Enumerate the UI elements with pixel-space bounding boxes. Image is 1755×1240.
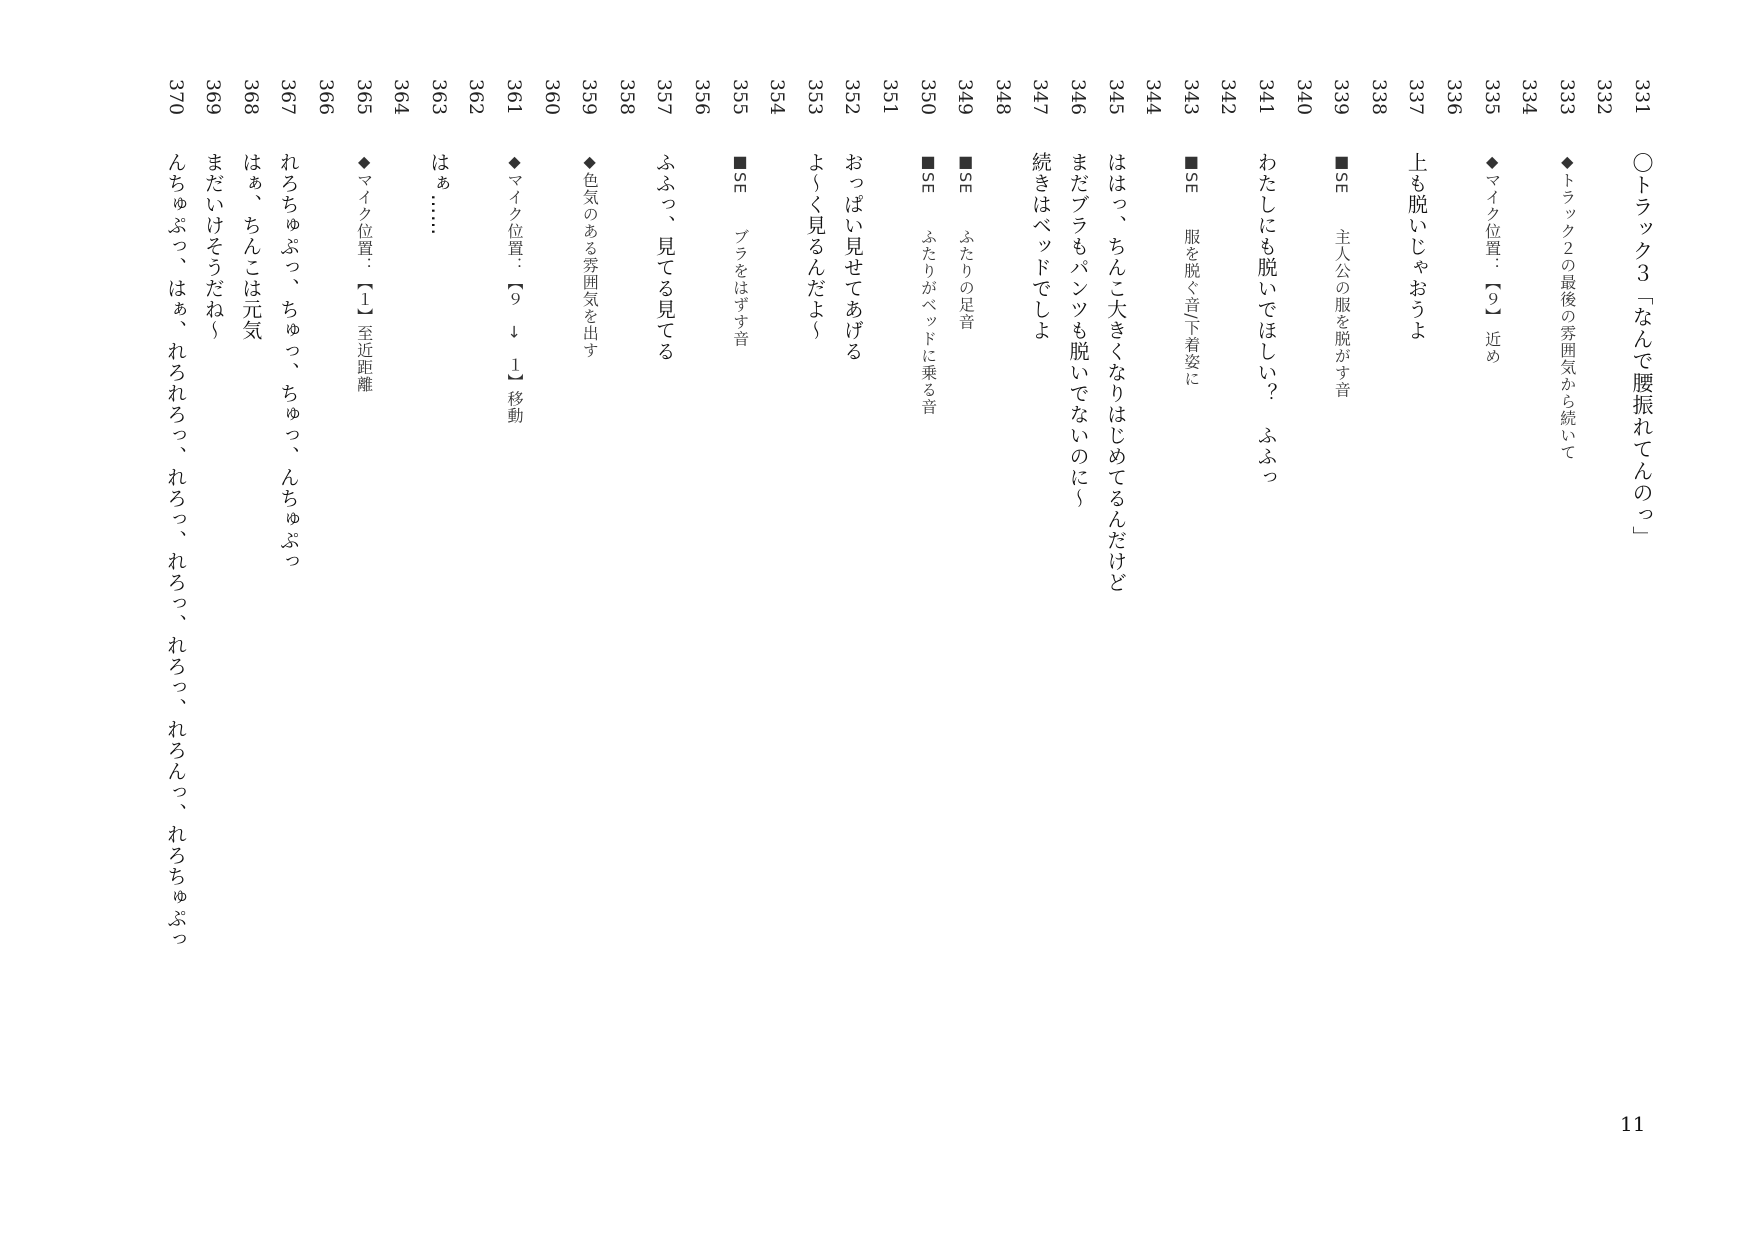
script-line xyxy=(761,76,793,1076)
script-line xyxy=(1100,76,1132,1076)
line-number: 341 xyxy=(1255,78,1277,116)
script-line xyxy=(460,76,492,1076)
line-number: 351 xyxy=(879,78,901,116)
script-line xyxy=(1250,76,1282,1076)
line-text-note: ◆マイク位置：【９】 近め xyxy=(1482,152,1502,366)
script-line xyxy=(1476,76,1508,1076)
line-number: 354 xyxy=(766,78,789,116)
script-line xyxy=(310,76,342,1076)
line-number: 363 xyxy=(427,78,450,116)
script-line xyxy=(1588,76,1620,1076)
script-line xyxy=(799,76,831,1076)
line-number: 362 xyxy=(465,78,488,116)
line-number: 370 xyxy=(164,78,187,116)
line-number: 369 xyxy=(202,78,225,116)
script-line xyxy=(1363,76,1395,1076)
script-line xyxy=(874,76,906,1076)
script-line xyxy=(1551,76,1583,1076)
line-number: 348 xyxy=(991,78,1014,116)
script-line xyxy=(1513,76,1545,1076)
line-number: 364 xyxy=(390,78,413,116)
script-line xyxy=(1024,76,1056,1076)
script-line xyxy=(686,76,718,1076)
line-number: 331 xyxy=(1631,78,1653,116)
line-text-se: ■SE ふたりの足音 xyxy=(956,152,976,331)
line-text-dialogue: はぁ…… xyxy=(426,152,451,236)
line-text-dialogue: よ～く見るんだよ～ xyxy=(802,152,827,341)
script-line xyxy=(912,76,944,1076)
line-text-se: ■SE ふたりがベッドに乗る音 xyxy=(918,152,938,416)
line-text-se: ■SE ブラをはずす音 xyxy=(730,152,750,348)
line-text-dialogue: んちゅぷっ、はぁ、れろれろっ、れろっ、れろっ、れろっ、れろんっ、れろちゅぷっ xyxy=(163,152,188,950)
line-text-dialogue: おっぱい見せてあげる xyxy=(840,152,865,362)
script-line xyxy=(272,76,304,1076)
line-number: 349 xyxy=(954,78,977,116)
script-line xyxy=(1062,76,1094,1076)
script-line xyxy=(724,76,756,1076)
script-line xyxy=(498,76,530,1076)
line-number: 337 xyxy=(1405,78,1428,116)
script-line xyxy=(987,76,1019,1076)
script-line xyxy=(235,76,267,1076)
line-number: 356 xyxy=(691,78,713,116)
line-number: 355 xyxy=(728,78,751,116)
line-number: 350 xyxy=(916,78,939,116)
line-number: 343 xyxy=(1179,78,1202,116)
line-number: 367 xyxy=(277,78,300,116)
line-number: 368 xyxy=(239,78,262,116)
line-text-se: ■SE 服を脱ぐ音/下着姿に xyxy=(1181,152,1201,388)
line-number: 353 xyxy=(803,78,826,116)
line-text-note: ◆マイク位置：【９ → １】移動 xyxy=(505,152,524,425)
line-number: 344 xyxy=(1142,78,1165,116)
line-text-note: ◆トラック２の最後の雰囲気から続いて xyxy=(1557,152,1577,461)
line-text-note: ◆色気のある雰囲気を出す xyxy=(580,152,600,359)
script-line xyxy=(536,76,568,1076)
line-text-dialogue: わたしにも脱いでほしい？ ふふっ xyxy=(1254,152,1278,488)
line-number: 360 xyxy=(540,78,563,116)
line-number: 342 xyxy=(1217,78,1240,116)
line-number: 345 xyxy=(1104,78,1127,116)
line-number: 332 xyxy=(1593,78,1616,116)
line-text-dialogue: ふふっ、見てる見てる xyxy=(652,152,677,362)
script-line xyxy=(648,76,680,1076)
line-number: 346 xyxy=(1067,78,1089,116)
line-number: 357 xyxy=(653,78,676,116)
line-number: 336 xyxy=(1443,78,1465,116)
script-line xyxy=(573,76,605,1076)
line-text-dialogue: ははっ、ちんこ大きくなりはじめてるんだけど xyxy=(1103,152,1128,593)
line-number: 365 xyxy=(352,78,375,116)
page-number: 11 xyxy=(1620,1112,1646,1136)
script-line xyxy=(348,76,380,1076)
line-text-dialogue: 続きはベッドでしよ xyxy=(1028,152,1053,341)
line-number: 352 xyxy=(841,78,864,116)
line-text-se: ■SE 主人公の服を脱がす音 xyxy=(1332,152,1352,399)
script-line xyxy=(1137,76,1169,1076)
line-number: 361 xyxy=(503,78,525,116)
line-number: 340 xyxy=(1292,78,1315,116)
script-line xyxy=(1175,76,1207,1076)
script-line xyxy=(1288,76,1320,1076)
line-text-note: ◆マイク位置：【１】至近距離 xyxy=(354,152,374,393)
line-number: 358 xyxy=(615,78,638,116)
script-line xyxy=(423,76,455,1076)
script-line xyxy=(611,76,643,1076)
line-text-dialogue: はぁ、ちんこは元気 xyxy=(238,152,263,341)
line-number: 347 xyxy=(1029,78,1052,116)
line-text-dialogue: れろちゅぷっ、ちゅっ、ちゅっ、んちゅぷっ xyxy=(276,152,301,572)
script-line xyxy=(1400,76,1432,1076)
line-number: 333 xyxy=(1555,78,1578,116)
line-number: 338 xyxy=(1367,78,1390,116)
script-line xyxy=(385,76,417,1076)
line-text-title: 〇トラック３「なんで腰振れてんのっ」 xyxy=(1630,152,1654,548)
script-line xyxy=(836,76,868,1076)
line-text-dialogue: 上も脱いじゃおうよ xyxy=(1404,152,1429,341)
script-line xyxy=(1325,76,1357,1076)
script-line xyxy=(949,76,981,1076)
line-number: 334 xyxy=(1518,78,1541,116)
script-line xyxy=(1212,76,1244,1076)
line-number: 339 xyxy=(1330,78,1353,116)
script-line xyxy=(197,76,229,1076)
line-text-dialogue: まだブラもパンツも脱いでないのに～ xyxy=(1066,152,1090,509)
line-number: 366 xyxy=(315,78,337,116)
script-line xyxy=(1438,76,1470,1076)
line-number: 359 xyxy=(578,78,601,116)
script-line xyxy=(160,76,192,1076)
script-line xyxy=(1626,76,1658,1076)
line-text-dialogue: まだいけそうだね～ xyxy=(201,152,226,341)
line-number: 335 xyxy=(1480,78,1503,116)
